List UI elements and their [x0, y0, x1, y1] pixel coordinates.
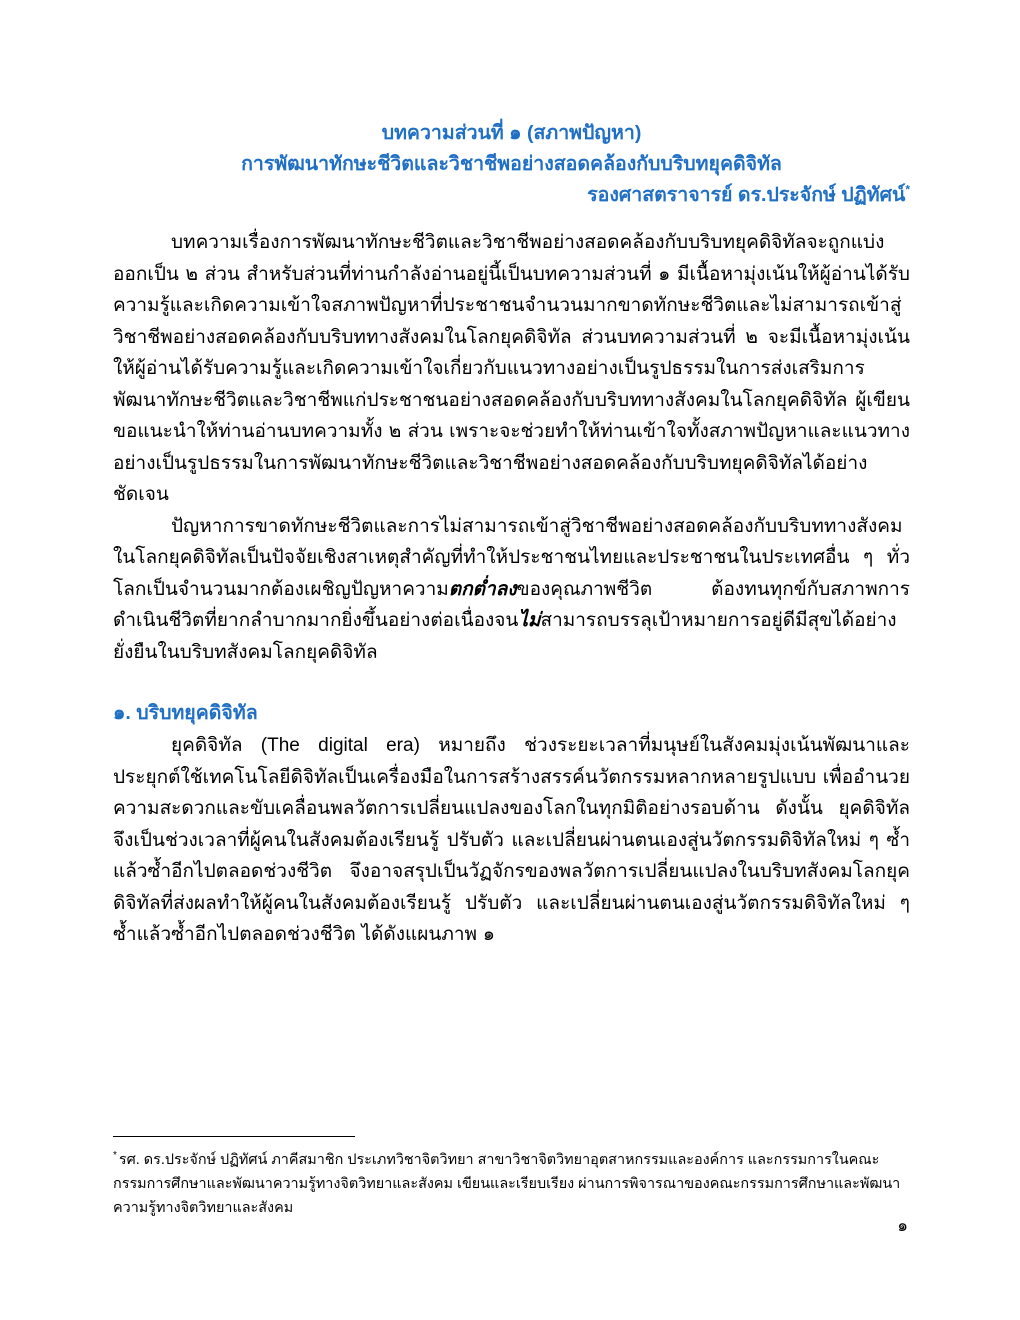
author-line: [113, 180, 910, 211]
section-heading-digital-era-context: ๑. บริบทยุคดิจิทัล: [113, 702, 258, 724]
paragraph-digital-era-definition: ยุคดิจิทัล (The digital era) หมายถึง ช่วงระยะเวลาที่มนุษย์ในสังคมมุ่งเน้นพัฒนาและประยุกต์ใช้เทคโนโลยีดิจิทัลเป็นเครื่องมือในการสร้างสรรค์นวัตกรรมหลากหลายรูปแบบ เพื่ออำนวยความสะดวกและขับเคลื่อนพลวัตการเปลี่ยนแปลงของโลกในทุกมิติอย่างรอบด้าน ดังนั้น ยุคดิจิทัลจึงเป็นช่วงเวลาที่ผู้คนในสังคมต้องเรียนรู้ ปรับตัว และเปลี่ยนผ่านตนเองสู่นวัตกรรมดิจิทัลใหม่ ๆ ซ้ำแล้วซ้ำอีกไปตลอดช่วงชีวิต จึงอาจสรุปเป็นวัฏจักรของพลวัตการเปลี่ยนแปลงในบริบทสังคมโลกยุคดิจิทัลที่ส่งผลทำให้ผู้คนในสังคมต้องเรียนรู้ ปรับตัว และเปลี่ยนผ่านตนเองสู่นวัตกรรมดิจิทัลใหม่ ๆ ซ้ำแล้วซ้ำอีกไปตลอดช่วงชีวิต ได้ดังแผนภาพ ๑: [113, 735, 910, 945]
footnote-separator-rule: [113, 1136, 355, 1137]
paragraph-problem-part-1: ปัญหาการขาดทักษะชีวิตและการไม่สามารถเข้าสู่วิชาชีพอย่างสอดคล้องกับบริบททางสังคมในโลกยุคดิจิทัลเป็นปัจจัยเชิงสาเหตุสำคัญที่ทำให้ประชาชนไทยและประชาชนในประเทศอื่น ๆ ทั่วโลกเป็นจำนวนมากต้องเผชิญปัญหาความ: [113, 515, 910, 600]
page-number: ๑: [897, 1216, 908, 1235]
section-spacer: [113, 668, 910, 698]
paragraph-problem-part-2: ของคุณภาพชีวิต ต้องทนทุกข์กับสภาพการดำเนินชีวิตที่ยากลำบากมากยิ่งขึ้นอย่างต่อเนื่องจน: [113, 578, 910, 631]
author-footnote-marker: *: [905, 182, 910, 197]
footnote-text: [113, 1148, 913, 1220]
paragraph-problem: [113, 511, 910, 669]
emphasis-decline: ตกต่ำลง: [448, 578, 517, 600]
article-title-line-1: บทความส่วนที่ ๑ (สภาพปัญหา): [381, 122, 642, 144]
footnote-area: [113, 1136, 913, 1220]
emphasis-not: ไม่: [518, 610, 541, 631]
paragraph-problem-part-3: สามารถบรรลุเป้าหมายการอยู่ดีมีสุขได้อย่างยั่งยืนในบริบทสังคมโลกยุคดิจิทัล: [113, 610, 897, 663]
article-title-line-2: การพัฒนาทักษะชีวิตและวิชาชีพอย่างสอดคล้องกับบริบทยุคดิจิทัล: [241, 153, 782, 175]
page-content: [113, 118, 910, 951]
footnote-marker: *: [113, 1150, 117, 1162]
title-block: [113, 118, 910, 211]
paragraph-intro: บทความเรื่องการพัฒนาทักษะชีวิตและวิชาชีพอย่างสอดคล้องกับบริบทยุคดิจิทัลจะถูกแบ่งออกเป็น ๒ ส่วน สำหรับส่วนที่ท่านกำลังอ่านอยู่นี้เป็นบทความส่วนที่ ๑ มีเนื้อหามุ่งเน้นให้ผู้อ่านได้รับความรู้และเกิดความเข้าใจสภาพปัญหาที่ประชาชนจำนวนมากขาดทักษะชีวิตและไม่สามารถเข้าสู่วิชาชีพอย่างสอดคล้องกับบริบททางสังคมในโลกยุคดิจิทัล ส่วนบทความส่วนที่ ๒ จะมีเนื้อหามุ่งเน้นให้ผู้อ่านได้รับความรู้และเกิดความเข้าใจเกี่ยวกับแนวทางอย่างเป็นรูปธรรมในการส่งเสริมการพัฒนาทักษะชีวิตและวิชาชีพแก่ประชาชนอย่างสอดคล้องกับบริบททางสังคมในโลกยุคดิจิทัล ผู้เขียนขอแนะนำให้ท่านอ่านบทความทั้ง ๒ ส่วน เพราะจะช่วยทำให้ท่านเข้าใจทั้งสภาพปัญหาและแนวทางอย่างเป็นรูปธรรมในการพัฒนาทักษะชีวิตและวิชาชีพอย่างสอดคล้องกับบริบทยุคดิจิทัลได้อย่างชัดเจน: [113, 232, 910, 505]
footnote-body: รศ. ดร.ประจักษ์ ปฏิทัศน์ ภาคีสมาชิก ประเภทวิชาจิตวิทยา สาขาวิชาจิตวิทยาอุตสาหกรรมและองค์การ และกรรมการในคณะกรรมการศึกษาและพัฒนาความรู้ทางจิตวิทยาและสังคม เขียนและเรียบเรียง ผ่านการพิจารณาของคณะกรรมการศึกษาและพัฒนาความรู้ทางจิตวิทยาและสังคม: [113, 1152, 901, 1216]
author-name: รองศาสตราจารย์ ดร.ประจักษ์ ปฏิทัศน์: [587, 184, 906, 206]
